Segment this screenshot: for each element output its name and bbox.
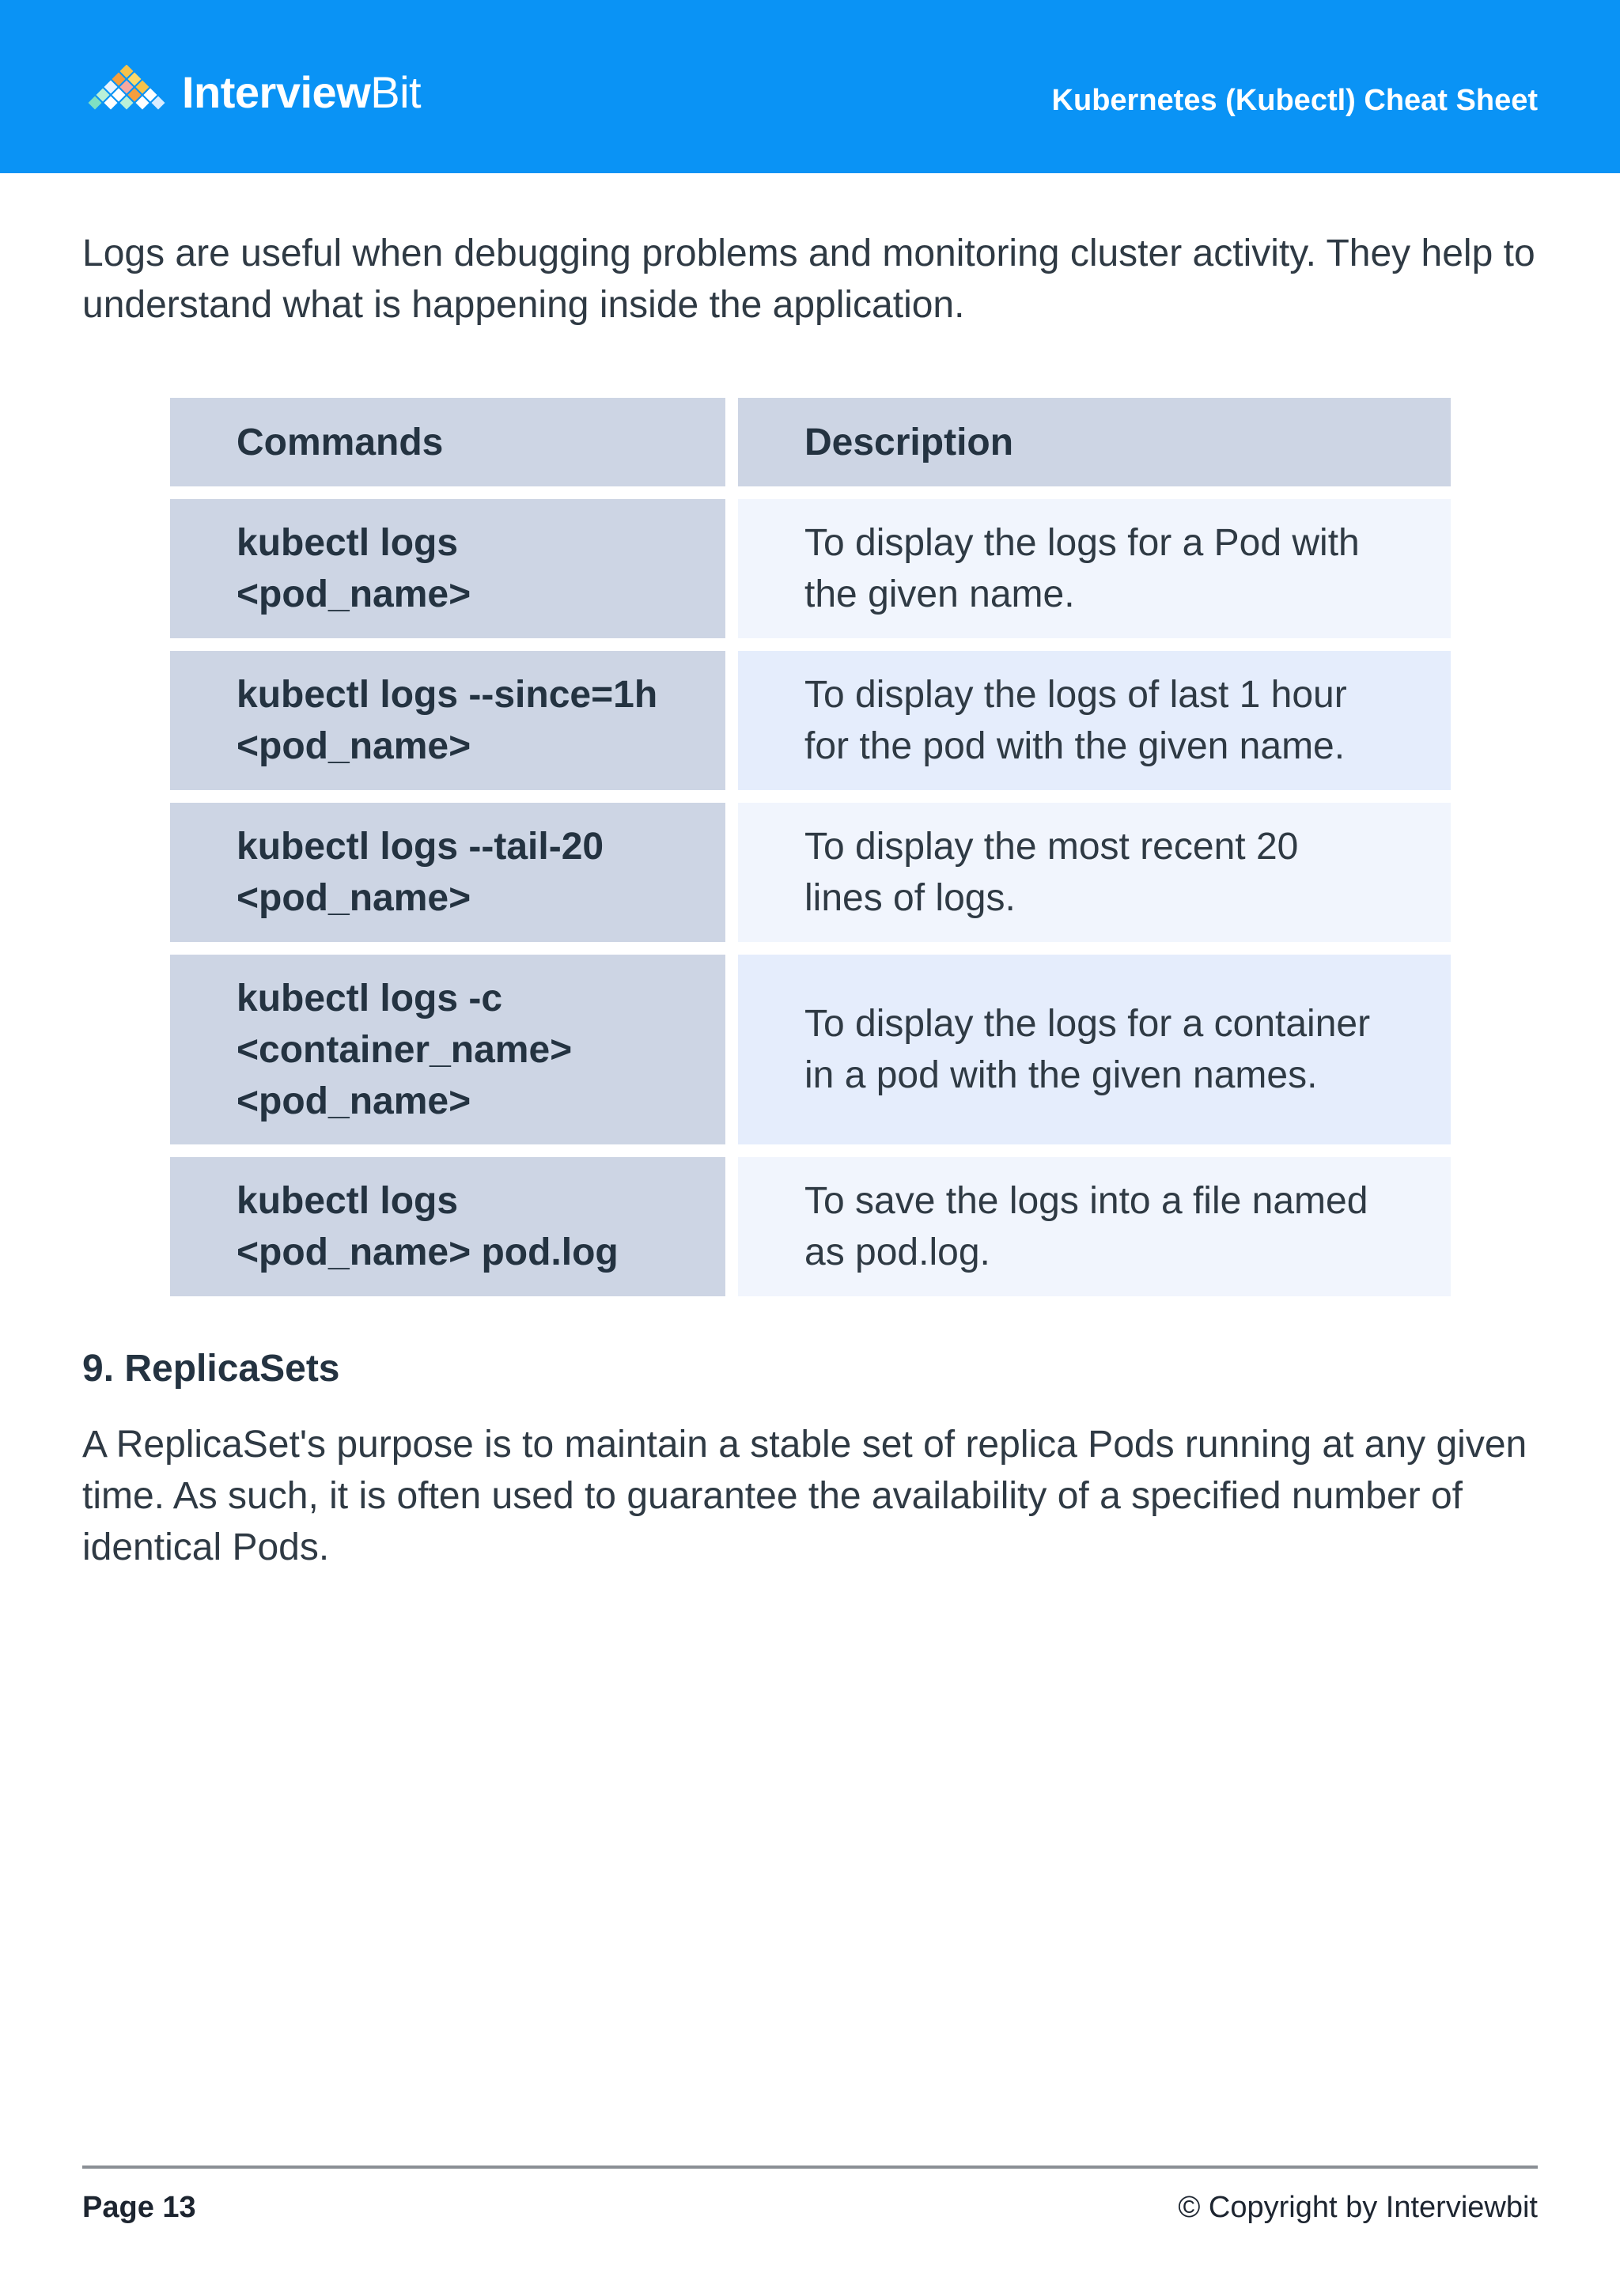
description-cell: To display the most recent 20 lines of logs. xyxy=(738,803,1451,942)
command-cell: kubectl logs -c <container_name> <pod_name> xyxy=(170,955,725,1144)
logo-wordmark: InterviewBit xyxy=(182,66,422,117)
description-cell: To display the logs for a container in a pod with the given names. xyxy=(738,955,1451,1144)
table-row xyxy=(170,1157,1452,1296)
interviewbit-logo[interactable] xyxy=(82,65,421,119)
section-paragraph: A ReplicaSet's purpose is to maintain a stable set of replica Pods running at any given time. As such, it is often used to guarantee the availability of a specified number of identical Pods. xyxy=(82,1424,1527,1568)
table-header-row xyxy=(170,398,1452,486)
description-cell: To display the logs of last 1 hour for the pod with the given name. xyxy=(738,651,1451,790)
table-row xyxy=(170,955,1452,1144)
command-cell: kubectl logs --since=1h <pod_name> xyxy=(170,651,725,790)
copyright-notice: © Copyright by Interviewbit xyxy=(1178,2191,1538,2224)
description-cell: To save the logs into a file named as pod.log. xyxy=(738,1157,1451,1296)
header-description: Description xyxy=(738,398,1451,486)
logo-diamond-icon xyxy=(82,65,171,119)
table-row xyxy=(170,803,1452,942)
footer-divider xyxy=(82,2166,1538,2169)
page-number: Page 13 xyxy=(82,2191,196,2224)
description-cell: To display the logs for a Pod with the given name. xyxy=(738,499,1451,638)
header-commands: Commands xyxy=(170,398,725,486)
command-cell: kubectl logs --tail-20 <pod_name> xyxy=(170,803,725,942)
intro-paragraph: Logs are useful when debugging problems and monitoring cluster activity. They help to understand what is happening inside the application. xyxy=(82,233,1535,326)
section-heading: 9. ReplicaSets xyxy=(82,1348,340,1390)
command-cell: kubectl logs <pod_name> xyxy=(170,499,725,638)
logs-commands-table xyxy=(170,398,1452,1309)
page-header xyxy=(0,0,1620,173)
table-row xyxy=(170,499,1452,638)
table-row xyxy=(170,651,1452,790)
document-title: Kubernetes (Kubectl) Cheat Sheet xyxy=(1051,84,1538,117)
command-cell: kubectl logs <pod_name> pod.log xyxy=(170,1157,725,1296)
